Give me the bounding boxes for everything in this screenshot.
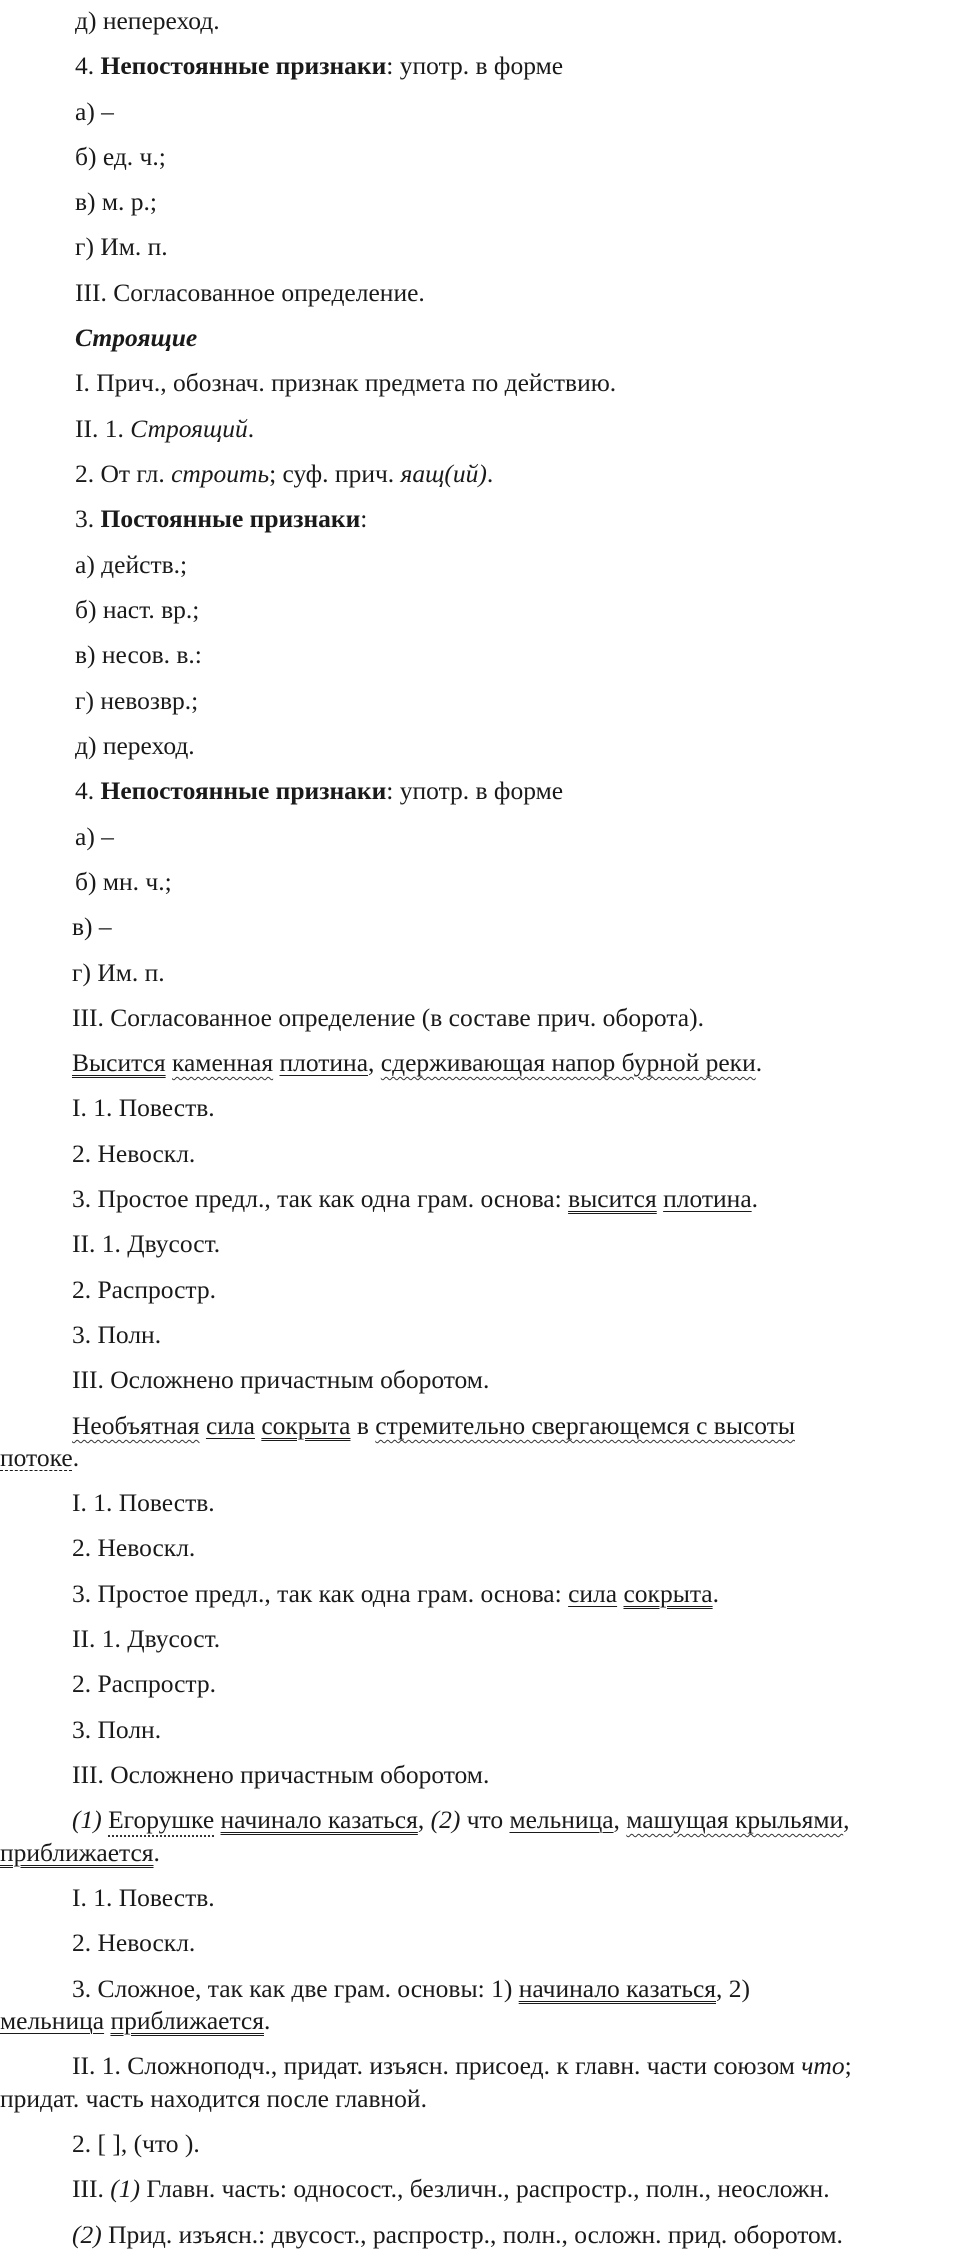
text-line (75, 595, 199, 625)
text-line (72, 1928, 195, 1958)
clause-number: (2) (72, 2220, 102, 2249)
scheme: 2. [ ], (что ). (72, 2129, 200, 2158)
attribute: каменная (171, 1048, 274, 1077)
punctuation: . (751, 1184, 759, 1213)
list-item: г) Им. п. (75, 232, 168, 261)
text-line (75, 97, 114, 127)
text-line (72, 1229, 220, 1259)
text: 2. Невоскл. (72, 1139, 196, 1168)
subject: сила (205, 1411, 255, 1440)
list-item: в) несов. в.: (75, 640, 202, 669)
text: . (486, 459, 494, 488)
text: 2. От гл. (75, 459, 172, 488)
sentence-2 (72, 1411, 795, 1441)
predicate: начинало казаться (518, 1974, 717, 2003)
object: Егорушке (108, 1805, 214, 1837)
text: Главн. часть: односост., безличн., распростр., полн., неосложн. (139, 2174, 830, 2203)
text: 3. Полн. (72, 1320, 162, 1349)
list-item: б) наст. вр.; (75, 595, 200, 624)
italic-word: строить (171, 459, 270, 488)
text: III. Осложнено причастным оборотом. (72, 1365, 490, 1394)
text: III. Согласованное определение (в составе прич. оборота). (72, 1003, 704, 1032)
text: : (360, 504, 368, 533)
subject: плотина (663, 1184, 752, 1213)
list-item: д) переход. (75, 731, 195, 760)
text-line (75, 550, 187, 580)
text: Прид. изъясн.: двусост., распростр., полн., осложн. прид. оборотом. (101, 2220, 843, 2249)
text: II. 1. Двусост. (72, 1229, 221, 1258)
text-line (75, 731, 195, 761)
text-line (75, 6, 220, 36)
item-number: 4. (75, 51, 101, 80)
subject: плотина (279, 1048, 369, 1077)
text: 3. Простое предл., так как одна грам. основа: (72, 1184, 569, 1213)
text-line (72, 1365, 489, 1395)
text-line (72, 1760, 489, 1790)
text-line-wrap (0, 2006, 270, 2036)
text-line (72, 1488, 215, 1518)
text: III. Осложнено причастным оборотом. (72, 1760, 490, 1789)
text: I. Прич., обознач. признак предмета по действию. (75, 368, 617, 397)
text-line (75, 323, 197, 353)
text-line (75, 504, 367, 534)
text-line (75, 640, 202, 670)
text-line (75, 278, 425, 308)
clause-number: (2) (430, 1805, 461, 1834)
bold-heading: Непостоянные признаки (100, 51, 387, 80)
text: I. 1. Повеств. (72, 1488, 215, 1517)
text: , 2) (716, 1974, 751, 2003)
list-item: а) действ.; (75, 550, 188, 579)
subject: сила (568, 1579, 618, 1608)
punctuation: . (263, 2006, 271, 2035)
sentence-3-wrap (0, 1838, 160, 1868)
text: 2. Невоскл. (72, 1533, 196, 1562)
clause-number: (1) (110, 2174, 140, 2203)
sentence-3 (72, 1805, 850, 1835)
adverbial: потоке (0, 1443, 73, 1472)
text: : употр. в форме (386, 776, 564, 805)
text-line (72, 1624, 220, 1654)
text: 3. Сложное, так как две грам. основы: 1) (72, 1974, 519, 2003)
text-line (72, 1883, 215, 1913)
list-item: в) – (72, 912, 112, 941)
text-line (75, 686, 198, 716)
predicate: Высится (72, 1048, 166, 1077)
text-line (75, 414, 254, 444)
list-item: в) м. р.; (75, 187, 158, 216)
text: 3. Полн. (72, 1715, 162, 1744)
item-number: 3. (75, 504, 101, 533)
text-line (72, 1275, 216, 1305)
text-line (72, 958, 165, 988)
list-item: а) – (75, 822, 114, 851)
text-line (75, 776, 563, 806)
list-item: б) ед. ч.; (75, 142, 166, 171)
subject: мельница (509, 1805, 614, 1834)
punctuation: , (417, 1805, 431, 1834)
list-item: г) невозвр.; (75, 686, 199, 715)
participial-phrase: сдерживающая напор бурной реки (380, 1048, 756, 1077)
text-line (72, 1320, 161, 1350)
participial-phrase: стремительно свергающемся с высоты (375, 1411, 795, 1440)
punctuation: . (72, 1443, 80, 1472)
punctuation: , (843, 1805, 850, 1834)
text: II. 1. Сложноподч., придат. изъясн. присоед. к главн. части союзом (72, 2051, 802, 2080)
text: III. (72, 2174, 111, 2203)
predicate: сокрыта (261, 1411, 351, 1440)
text: II. 1. Двусост. (72, 1624, 221, 1653)
punctuation: , (368, 1048, 381, 1077)
punctuation: . (712, 1579, 719, 1608)
text-line (75, 187, 157, 217)
punctuation: . (153, 1838, 160, 1867)
text-line (72, 1003, 704, 1033)
text-line (75, 232, 168, 262)
text-line (75, 822, 114, 852)
text: : употр. в форме (386, 51, 564, 80)
text: II. 1. (75, 414, 131, 443)
text: . (247, 414, 255, 443)
predicate: приближается (110, 2006, 264, 2035)
predicate: сокрыта (623, 1579, 713, 1608)
text-line (72, 2129, 200, 2159)
italic-word: яащ(ий) (400, 459, 487, 488)
conjunction: что (460, 1805, 510, 1834)
text-line (72, 2174, 830, 2204)
text-line (72, 1184, 758, 1214)
text-line (72, 1669, 216, 1699)
text-line (75, 142, 166, 172)
text: 3. Простое предл., так как одна грам. основа: (72, 1579, 569, 1608)
text-line (72, 1715, 161, 1745)
sentence-1 (72, 1048, 762, 1078)
italic-word: Строящий (130, 414, 248, 443)
item-number: 4. (75, 776, 101, 805)
text: придат. часть находится после главной. (0, 2084, 427, 2113)
text: III. Согласованное определение. (75, 278, 425, 307)
text-line (75, 368, 616, 398)
text: I. 1. Повеств. (72, 1883, 215, 1912)
italic-word: что (801, 2051, 845, 2080)
clause-number: (1) (72, 1805, 102, 1834)
subject: мельница (0, 2006, 105, 2035)
text-line (72, 2220, 843, 2250)
attribute: Необъятная (72, 1411, 200, 1440)
list-item: а) – (75, 97, 114, 126)
text-line (72, 912, 112, 942)
text-line (72, 1093, 215, 1123)
text: I. 1. Повеств. (72, 1093, 215, 1122)
list-item: г) Им. п. (72, 958, 165, 987)
predicate: приближается (0, 1838, 154, 1867)
text-line (72, 1579, 719, 1609)
predicate: начинало казаться (220, 1805, 418, 1834)
punctuation: . (755, 1048, 763, 1077)
text-line (72, 1974, 750, 2004)
text: 2. Распростр. (72, 1669, 216, 1698)
list-item: б) мн. ч.; (75, 867, 172, 896)
text-line (72, 1533, 195, 1563)
text: 2. Распростр. (72, 1275, 216, 1304)
predicate: высится (568, 1184, 657, 1213)
text-line (72, 2051, 852, 2081)
text-line (75, 51, 563, 81)
text-line (75, 867, 172, 897)
sentence-2-wrap (0, 1443, 79, 1473)
participial-phrase: машущая крыльями (626, 1805, 844, 1834)
text: 2. Невоскл. (72, 1928, 196, 1957)
text: ; суф. прич. (269, 459, 401, 488)
bold-heading: Постоянные признаки (100, 504, 361, 533)
text-line (72, 1139, 195, 1169)
list-item: д) непереход. (75, 6, 220, 35)
text: ; (844, 2051, 852, 2080)
punctuation: , (613, 1805, 627, 1834)
text-line-wrap (0, 2084, 427, 2114)
text-line (75, 459, 493, 489)
word-heading: Строящие (75, 323, 198, 352)
bold-heading: Непостоянные признаки (100, 776, 387, 805)
preposition: в (356, 1411, 369, 1440)
